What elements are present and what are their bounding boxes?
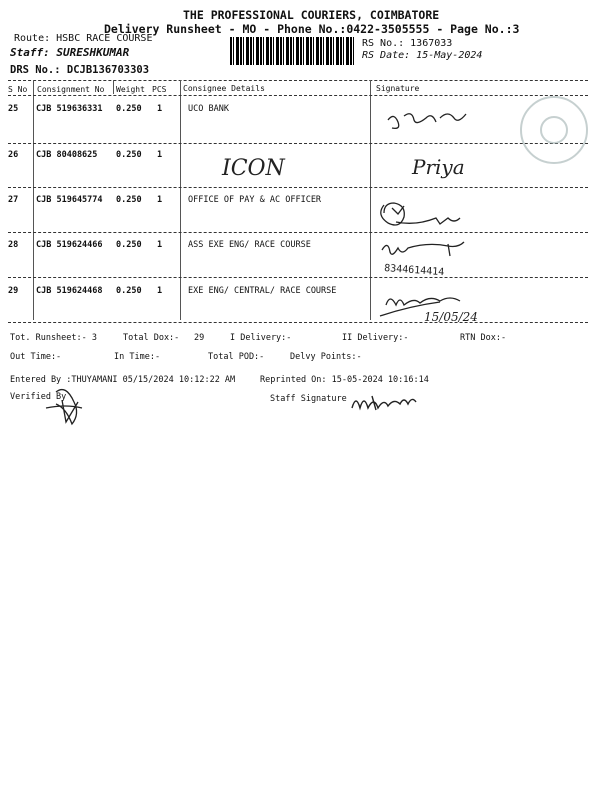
row-weight: 0.250 [116,240,142,250]
row-weight: 0.250 [116,104,142,114]
verified-by: Verified By [10,392,67,402]
row-pcs: 1 [157,104,163,114]
row-consignment: CJB 519624466 [36,240,103,250]
company-stamp [520,96,588,164]
row-consignee: OFFICE OF PAY & AC OFFICER [188,195,322,205]
col-header-consignment: Consignment No [37,85,105,94]
delvy-points: Delvy Points:- [290,352,362,362]
row-consignee: EXE ENG/ CENTRAL/ RACE COURSE [188,286,337,296]
row-sno: 25 [8,104,19,114]
col-header-signature: Signature [376,84,420,93]
row-pcs: 1 [157,240,163,250]
row-pcs: 1 [157,286,163,296]
row-pcs: 1 [157,150,163,160]
row-sno: 28 [8,240,19,250]
col-header-pcs: PCS [152,85,167,94]
row-weight: 0.250 [116,286,142,296]
total-dox-value: 29 [194,333,205,343]
reprinted-on: Reprinted On: 15-05-2024 10:16:14 [260,375,429,385]
handwritten-date: 15/05/24 [424,310,478,324]
company-name: THE PROFESSIONAL COURIERS, COIMBATORE [183,8,440,22]
staff-label: Staff: SURESHKUMAR [10,46,130,59]
total-dox-label: Total Dox:- [123,333,180,343]
ii-delivery: II Delivery:- [342,333,409,343]
signature-scribble [388,114,466,129]
row-weight: 0.250 [116,150,142,160]
rs-number: RS No.: 1367033 [362,38,453,49]
row-consignment: CJB 80408625 [36,150,98,160]
out-time: Out Time:- [10,352,62,362]
row-pcs: 1 [157,195,163,205]
total-pod: Total POD:- [208,352,265,362]
row-consignment: CJB 519636331 [36,104,103,114]
row-consignee: UCO BANK [188,104,229,114]
row-sno: 29 [8,286,19,296]
row-sno: 27 [8,195,19,205]
row-consignment: CJB 519624468 [36,286,103,296]
handwritten-signature: Priya [412,155,465,179]
col-header-sno: S No [8,85,28,94]
i-delivery: I Delivery:- [230,333,292,343]
entered-by: Entered By :THUYAMANI 05/15/2024 10:12:22 AM [10,375,236,385]
col-header-weight: Weight [116,85,145,94]
col-header-consignee: Consignee Details [183,84,265,93]
signature-scribble [381,203,460,225]
row-sno: 26 [8,150,19,160]
handwritten-consignee: ICON [222,156,285,181]
handwritten-phone: 8344614414 [383,263,445,279]
staff-signature-label: Staff Signature [270,394,347,404]
tot-runsheet: Tot. Runsheet:- 3 [10,333,97,343]
rtn-dox: RTN Dox:- [460,333,507,343]
signature-scribble [382,242,464,256]
route-label: Route: HSBC RACE COURSE [14,33,153,44]
drs-number: DRS No.: DCJB136703303 [10,64,150,76]
runsheet-title: Delivery Runsheet - MO - Phone No.:0422-3505555 - Page No.:3 [104,22,520,36]
in-time: In Time:- [114,352,161,362]
row-consignee: ASS EXE ENG/ RACE COURSE [188,240,311,250]
row-weight: 0.250 [116,195,142,205]
staff-signature-mark [352,396,416,410]
rs-date: RS Date: 15-May-2024 [362,50,483,61]
row-consignment: CJB 519645774 [36,195,103,205]
